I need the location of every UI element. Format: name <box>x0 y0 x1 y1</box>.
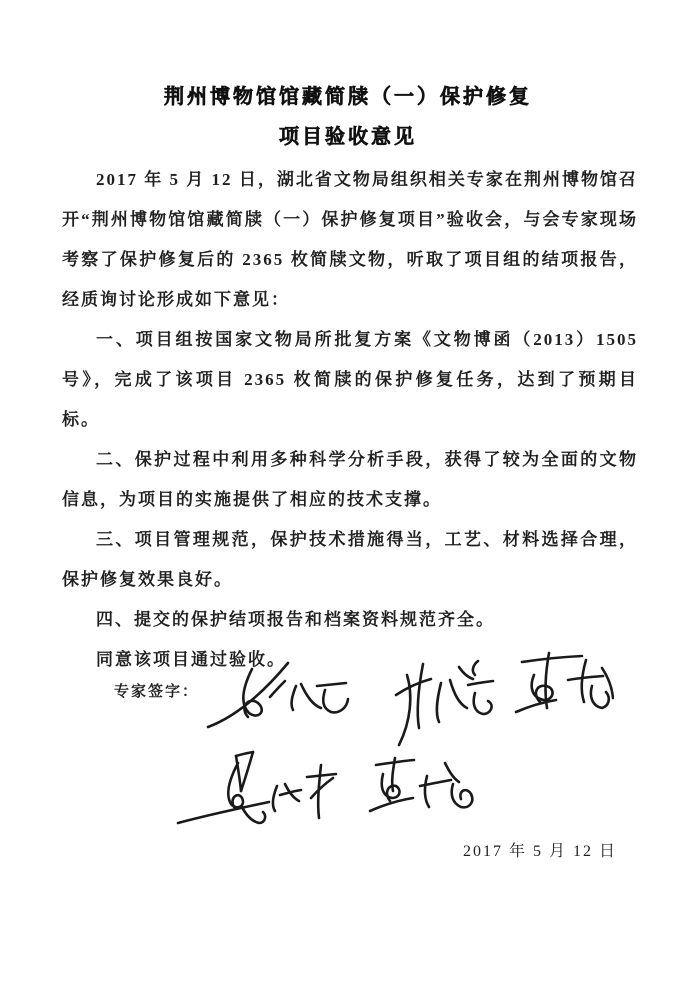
expert-signature-label: 专家签字： <box>114 684 200 700</box>
expert-signature-3 <box>494 650 614 745</box>
signature-ink-icon <box>200 655 355 750</box>
expert-signature-5 <box>356 756 481 831</box>
signature-ink-icon <box>388 655 503 755</box>
paragraph-item-4: 四、提交的保护结项报告和档案资料规范齐全。 <box>96 610 495 629</box>
document-date: 2017 年 5 月 12 日 <box>462 843 617 860</box>
paragraph-conclusion: 同意该项目通过验收。 <box>96 650 286 669</box>
signature-ink-icon <box>356 756 481 831</box>
signature-ink-icon <box>494 650 614 745</box>
paragraph-intro: 2017 年 5 月 12 日，湖北省文物局组织相关专家在荆州博物馆召开“荆州博物馆馆藏简牍（一）保护修复项目”验收会，与会专家现场考察了保护修复后的 2365 枚简牍文物，听取了项目组的结项报告，经质询讨论形成如下意见： <box>62 170 638 309</box>
expert-signature-4 <box>172 748 347 838</box>
paragraph-item-2: 二、保护过程中利用多种科学分析手段，获得了较为全面的文物信息，为项目的实施提供了相应的技术支撑。 <box>62 450 638 509</box>
signature-ink-icon <box>172 748 347 838</box>
expert-signature-1 <box>200 655 355 750</box>
paragraph-item-1: 一、项目组按国家文物局所批复方案《文物博函（2013）1505 号》，完成了该项目 2365 枚简牍的保护修复任务，达到了预期目标。 <box>62 330 638 429</box>
document-title-line1: 荆州博物馆馆藏简牍（一）保护修复 <box>164 86 532 108</box>
paragraph-item-3: 三、项目管理规范，保护技术措施得当，工艺、材料选择合理，保护修复效果良好。 <box>62 530 638 589</box>
document-body <box>62 160 638 680</box>
document-title-line2: 项目验收意见 <box>279 126 417 148</box>
expert-signature-2 <box>388 655 503 755</box>
